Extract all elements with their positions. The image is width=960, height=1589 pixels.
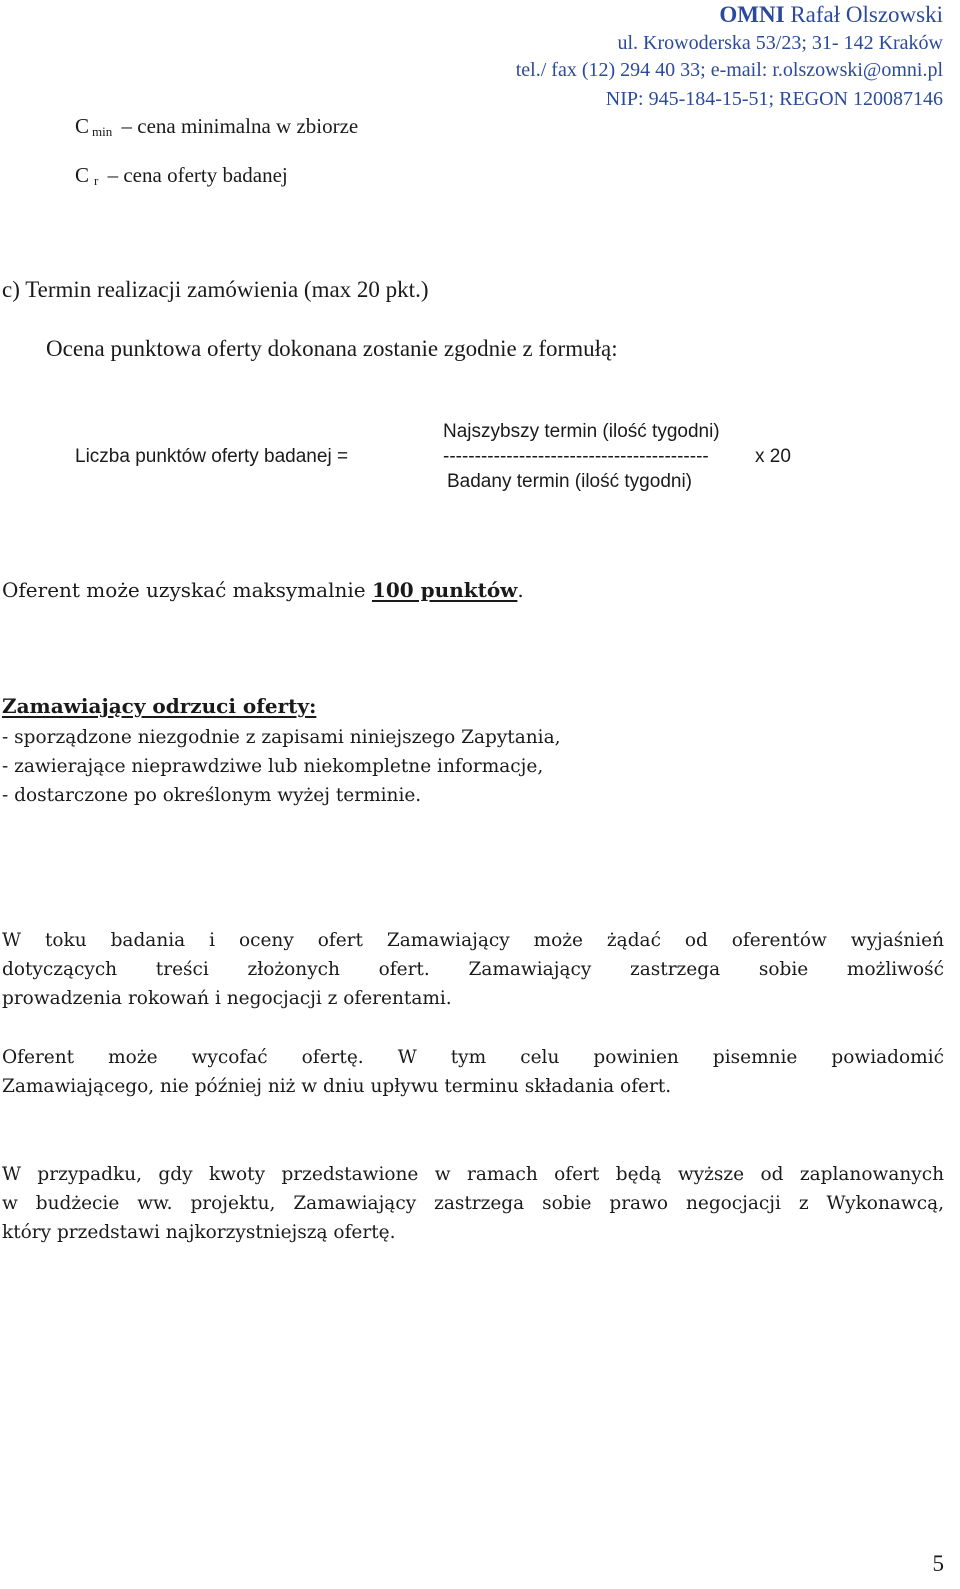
letterhead-ids: NIP: 945-184-15-51; REGON 120087146	[605, 88, 943, 110]
rejection-heading: Zamawiający odrzuci oferty:	[2, 694, 317, 718]
letterhead-brand: OMNI	[719, 2, 785, 27]
rejection-item: - sporządzone niezgodnie z zapisami niniejszego Zapytania,	[2, 727, 561, 748]
def-cmin	[75, 114, 358, 139]
def-cr-text: – cena oferty badanej	[107, 163, 288, 187]
formula-denominator: Badany termin (ilość tygodni)	[447, 471, 692, 492]
formula-numerator: Najszybszy termin (ilość tygodni)	[443, 421, 720, 442]
paragraph-line: dotyczących treści złożonych ofert. Zamawiający zastrzega sobie możliwość	[2, 959, 944, 980]
letterhead-company	[719, 2, 943, 28]
paragraph-line: W przypadku, gdy kwoty przedstawione w ramach ofert będą wyższe od zaplanowanych	[2, 1164, 944, 1185]
paragraph-line: Oferent może wycofać ofertę. W tym celu powinien pisemnie powiadomić	[2, 1047, 944, 1068]
section-c-heading: c) Termin realizacji zamówienia (max 20 pkt.)	[2, 277, 429, 302]
letterhead-contact: tel./ fax (12) 294 40 33; e-mail: r.olszowski@omni.pl	[515, 59, 943, 81]
formula-multiplier: x 20	[755, 446, 791, 467]
paragraph-line: prowadzenia rokowań i negocjacji z oferentami.	[2, 988, 452, 1009]
def-cmin-text: – cena minimalna w zbiorze	[121, 114, 359, 138]
def-cr-letter: C	[75, 163, 90, 187]
def-cr	[75, 163, 288, 188]
formula-fraction-line: ------------------------------------------	[443, 446, 709, 467]
letterhead-address: ul. Krowoderska 53/23; 31- 142 Kraków	[617, 32, 943, 54]
section-c-intro: Ocena punktowa oferty dokonana zostanie zgodnie z formułą:	[46, 336, 618, 361]
max-points-line	[2, 578, 524, 602]
rejection-item: - dostarczone po określonym wyżej terminie.	[2, 785, 422, 806]
def-cmin-letter: C	[75, 114, 90, 138]
paragraph-line: w budżecie ww. projektu, Zamawiający zastrzega sobie prawo negocjacji z Wykonawcą,	[2, 1193, 944, 1214]
paragraph-line: który przedstawi najkorzystniejszą ofertę.	[2, 1222, 396, 1243]
def-cmin-sub: min	[92, 124, 113, 139]
max-points-suffix: .	[517, 578, 524, 602]
max-points-prefix: Oferent może uzyskać maksymalnie	[2, 578, 372, 602]
page-number: 5	[932, 1551, 944, 1576]
paragraph-line: W toku badania i oceny ofert Zamawiający może żądać od oferentów wyjaśnień	[2, 930, 944, 951]
letterhead-owner: Rafał Olszowski	[790, 2, 943, 27]
rejection-item: - zawierające nieprawdziwe lub niekompletne informacje,	[2, 756, 544, 777]
def-cr-sub: r	[94, 173, 99, 188]
paragraph-line: Zamawiającego, nie później niż w dniu upływu terminu składania ofert.	[2, 1076, 672, 1097]
formula-lhs: Liczba punktów oferty badanej =	[75, 446, 349, 467]
max-points-emphasis: 100 punktów	[371, 578, 518, 602]
